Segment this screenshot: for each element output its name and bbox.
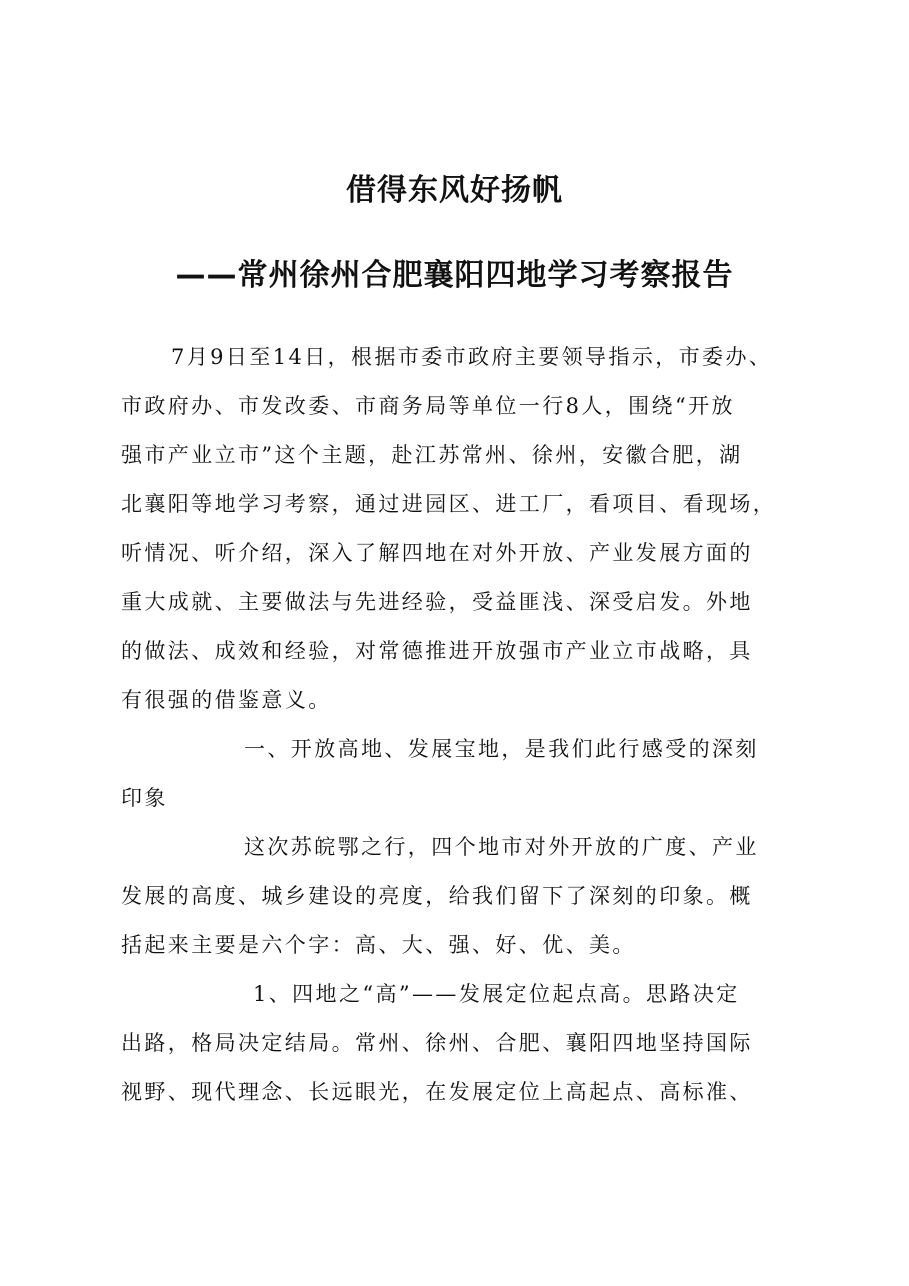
- paragraph-line: 有很强的借鉴意义。: [121, 688, 332, 712]
- paragraph-line: 7月9日至14日，根据市委市政府主要领导指示，市委办、: [171, 345, 773, 369]
- paragraph-line: 视野、现代理念、长远眼光，在发展定位上高起点、高标准、: [121, 1080, 753, 1104]
- document-title: 借得东风好扬帆: [346, 173, 563, 208]
- paragraph-line: 出路，格局决定结局。常州、徐州、合肥、襄阳四地坚持国际: [121, 1031, 753, 1055]
- paragraph-line: 的做法、成效和经验，对常德推进开放强市产业立市战略，具: [121, 639, 753, 663]
- section-heading: 一、开放高地、发展宝地，是我们此行感受的深刻: [244, 737, 759, 761]
- document-body: [121, 333, 805, 1117]
- paragraph-line: 北襄阳等地学习考察，通过进园区、进工厂，看项目、看现场，: [121, 492, 777, 516]
- paragraph-line: 重大成就、主要做法与先进经验，受益匪浅、深受启发。外地: [121, 590, 753, 614]
- paragraph-line: 括起来主要是六个字：高、大、强、好、优、美。: [121, 933, 636, 957]
- paragraph-line: 强市产业立市”这个主题，赴江苏常州、徐州，安徽合肥，湖: [121, 443, 743, 467]
- paragraph-line: 发展的高度、城乡建设的亮度，给我们留下了深刻的印象。概: [121, 884, 753, 908]
- paragraph-line: 1、四地之“高”——发展定位起点高。思路决定: [253, 982, 740, 1006]
- paragraph-line: 听情况、听介绍，深入了解四地在对外开放、产业发展方面的: [121, 541, 753, 565]
- paragraph-line: 市政府办、市发改委、市商务局等单位一行8人，围绕“开放: [121, 394, 735, 418]
- paragraph-line: 这次苏皖鄂之行，四个地市对外开放的广度、产业: [244, 835, 759, 859]
- section-heading-continuation: 印象: [121, 786, 168, 810]
- document-subtitle: ——常州徐州合肥襄阳四地学习考察报告: [175, 258, 734, 293]
